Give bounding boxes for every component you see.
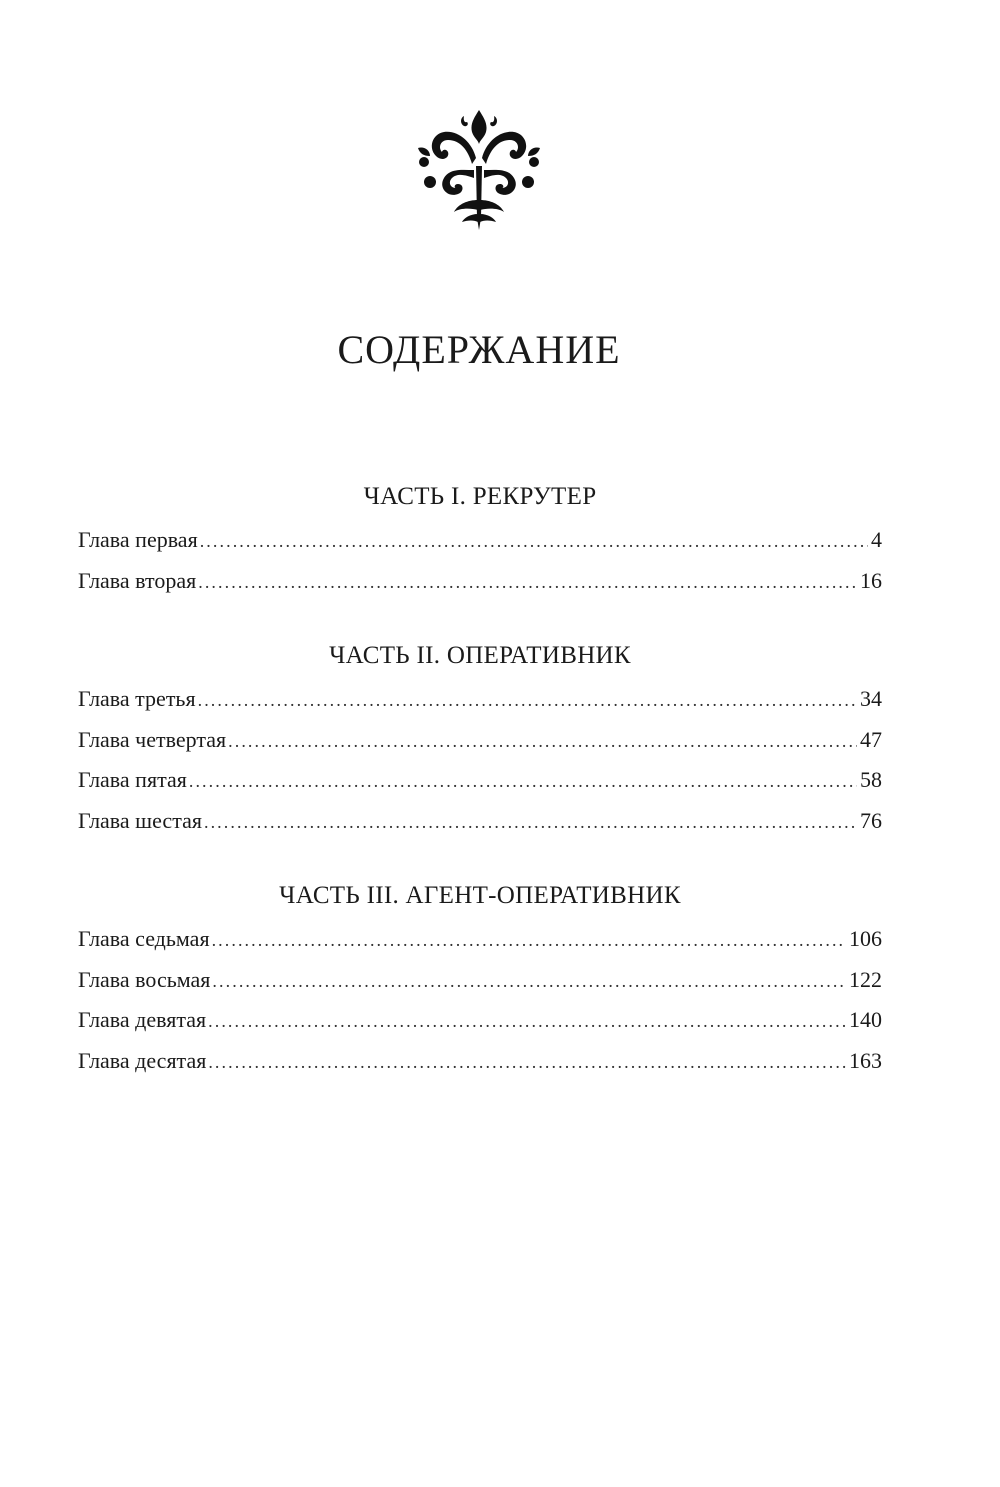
- chapter-title: Глава третья: [78, 686, 196, 711]
- page-number: 122: [849, 966, 882, 992]
- toc-entry[interactable]: [78, 561, 882, 602]
- page-number: 4: [871, 527, 882, 552]
- chapter-title: Глава первая: [78, 527, 198, 552]
- toc-entry[interactable]: [78, 760, 882, 801]
- toc-entry[interactable]: [78, 801, 882, 842]
- chapter-title: Глава девятая: [78, 1007, 207, 1032]
- part-heading: ЧАСТЬ II. ОПЕРАТИВНИК: [329, 642, 631, 669]
- dot-leader: [228, 721, 857, 761]
- page-number: 34: [860, 686, 882, 711]
- toc-entry[interactable]: [78, 720, 882, 761]
- part-1: [78, 480, 882, 601]
- dot-leader: [208, 1001, 846, 1041]
- dot-leader: [198, 562, 857, 602]
- page-number: 16: [860, 567, 882, 593]
- chapter-title: Глава вторая: [78, 567, 197, 593]
- toc-entry[interactable]: [78, 919, 882, 960]
- page-number: 58: [860, 767, 882, 792]
- page-number: 163: [849, 1047, 882, 1073]
- page-number: 140: [849, 1007, 882, 1032]
- part-heading: ЧАСТЬ I. РЕКРУТЕР: [363, 483, 597, 510]
- page-number: 47: [860, 726, 882, 752]
- part-heading: ЧАСТЬ III. АГЕНТ-ОПЕРАТИВНИК: [279, 882, 681, 909]
- part-2: [78, 639, 882, 841]
- toc-entry[interactable]: [78, 960, 882, 1001]
- chapter-title: Глава пятая: [78, 767, 187, 792]
- floral-ornament-icon: [414, 108, 544, 232]
- toc-entry[interactable]: [78, 1000, 882, 1041]
- table-of-contents: [78, 480, 882, 1081]
- dot-leader: [208, 1042, 846, 1082]
- page-number: 106: [849, 926, 882, 951]
- part-3: [78, 879, 882, 1081]
- chapter-title: Глава восьмая: [78, 966, 211, 992]
- dot-leader: [204, 802, 857, 842]
- toc-entry[interactable]: [78, 520, 882, 561]
- chapter-title: Глава седьмая: [78, 926, 210, 951]
- dot-leader: [212, 961, 846, 1001]
- chapter-title: Глава четвертая: [78, 726, 227, 752]
- chapter-title: Глава шестая: [78, 807, 202, 833]
- chapter-title: Глава десятая: [78, 1047, 207, 1073]
- toc-entry[interactable]: [78, 1041, 882, 1082]
- dot-leader: [212, 920, 846, 960]
- dot-leader: [200, 521, 868, 561]
- toc-entry[interactable]: [78, 679, 882, 720]
- page-number: 76: [860, 807, 882, 833]
- dot-leader: [198, 680, 857, 720]
- dot-leader: [189, 761, 857, 801]
- page-title: СОДЕРЖАНИЕ: [337, 327, 621, 372]
